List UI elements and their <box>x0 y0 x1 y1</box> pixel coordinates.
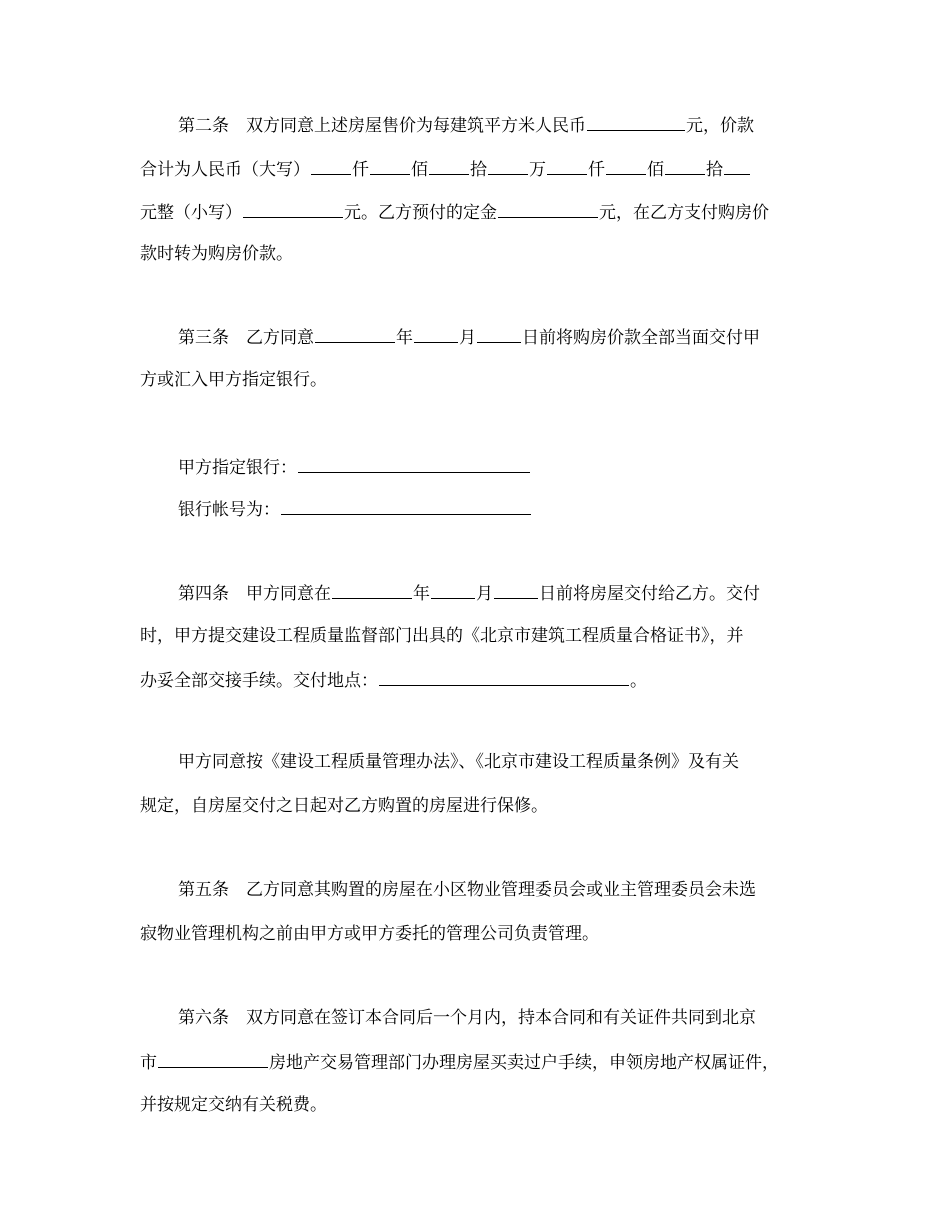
article3-line1 <box>178 320 760 352</box>
unit-label: 拾 <box>706 160 723 180</box>
article5-text: 第五条 乙方同意其购置的房屋在小区物业管理委员会或业主管理委员会未选 <box>178 880 756 900</box>
article3-text: 第三条 乙方同意 <box>178 328 314 348</box>
article5-line2 <box>140 918 599 950</box>
warranty-line2 <box>140 790 548 822</box>
article6-line2 <box>140 1045 779 1077</box>
article2-line2 <box>140 152 751 184</box>
year-blank[interactable] <box>315 320 395 343</box>
year-blank[interactable] <box>332 576 412 599</box>
amount-blank[interactable] <box>606 152 646 175</box>
article3-text: 日前将购房价款全部当面交付甲 <box>522 328 760 348</box>
article2-text: 款时转为购房价款。 <box>140 244 293 264</box>
article6-text: 并按规定交纳有关税费。 <box>140 1095 327 1115</box>
article6-text: 第六条 双方同意在签订本合同后一个月内，持本合同和有关证件共同到北京 <box>178 1008 756 1028</box>
warranty-text: 甲方同意按《建设工程质量管理办法》、《北京市建设工程质量条例》及有关 <box>178 752 739 772</box>
price-per-sqm-blank[interactable] <box>587 108 685 131</box>
month-blank[interactable] <box>431 576 475 599</box>
article4-text: 。 <box>630 671 647 691</box>
amount-blank[interactable] <box>547 152 587 175</box>
date-label: 年 <box>413 584 430 604</box>
article2-line3 <box>140 195 769 227</box>
article2-text: 合计为人民币（大写） <box>140 160 310 180</box>
article2-line1 <box>178 108 754 140</box>
article2-text: 元。乙方预付的定金 <box>344 203 497 223</box>
bank-account-line <box>178 492 532 524</box>
article4-line1 <box>178 576 760 608</box>
amount-lowercase-blank[interactable] <box>243 195 343 218</box>
article5-text: 寂物业管理机构之前由甲方或甲方委托的管理公司负责管理。 <box>140 924 599 944</box>
bank-name-label: 甲方指定银行： <box>178 458 297 478</box>
unit-label: 仟 <box>588 160 605 180</box>
delivery-location-blank[interactable] <box>379 663 629 686</box>
day-blank[interactable] <box>477 320 521 343</box>
amount-blank[interactable] <box>724 152 750 175</box>
bank-name-line <box>178 450 531 482</box>
bank-name-blank[interactable] <box>298 450 530 473</box>
deposit-blank[interactable] <box>498 195 598 218</box>
article4-text: 第四条 甲方同意在 <box>178 584 331 604</box>
article3-line2 <box>140 364 327 396</box>
amount-blank[interactable] <box>311 152 351 175</box>
warranty-line1 <box>178 746 739 778</box>
unit-label: 万 <box>529 160 546 180</box>
district-blank[interactable] <box>158 1045 268 1068</box>
article3-text: 方或汇入甲方指定银行。 <box>140 370 327 390</box>
article4-text: 日前将房屋交付给乙方。交付 <box>539 584 760 604</box>
article6-line1 <box>178 1002 756 1034</box>
date-label: 年 <box>396 328 413 348</box>
article4-line2 <box>140 620 744 652</box>
warranty-text: 规定，自房屋交付之日起对乙方购置的房屋进行保修。 <box>140 796 548 816</box>
article4-text: 时，甲方提交建设工程质量监督部门出具的《北京市建筑工程质量合格证书》，并 <box>140 626 744 646</box>
article6-text: 市 <box>140 1053 157 1073</box>
article6-line3 <box>140 1089 327 1121</box>
month-blank[interactable] <box>414 320 458 343</box>
amount-blank[interactable] <box>429 152 469 175</box>
unit-label: 拾 <box>470 160 487 180</box>
amount-blank[interactable] <box>488 152 528 175</box>
article6-text: 房地产交易管理部门办理房屋买卖过户手续，申领房地产权属证件， <box>269 1053 779 1073</box>
unit-label: 佰 <box>647 160 664 180</box>
article4-text: 办妥全部交接手续。交付地点： <box>140 671 378 691</box>
article2-text: 元，价款 <box>686 116 754 136</box>
article2-text: 元，在乙方支付购房价 <box>599 203 769 223</box>
date-label: 月 <box>459 328 476 348</box>
bank-account-blank[interactable] <box>281 492 531 515</box>
article2-line4 <box>140 238 293 270</box>
amount-blank[interactable] <box>370 152 410 175</box>
day-blank[interactable] <box>494 576 538 599</box>
bank-account-label: 银行帐号为： <box>178 500 280 520</box>
unit-label: 佰 <box>411 160 428 180</box>
unit-label: 仟 <box>352 160 369 180</box>
article2-text: 第二条 双方同意上述房屋售价为每建筑平方米人民币 <box>178 116 586 136</box>
amount-blank[interactable] <box>665 152 705 175</box>
article2-text: 元整（小写） <box>140 203 242 223</box>
date-label: 月 <box>476 584 493 604</box>
article4-line3 <box>140 663 647 695</box>
article5-line1 <box>178 874 756 906</box>
